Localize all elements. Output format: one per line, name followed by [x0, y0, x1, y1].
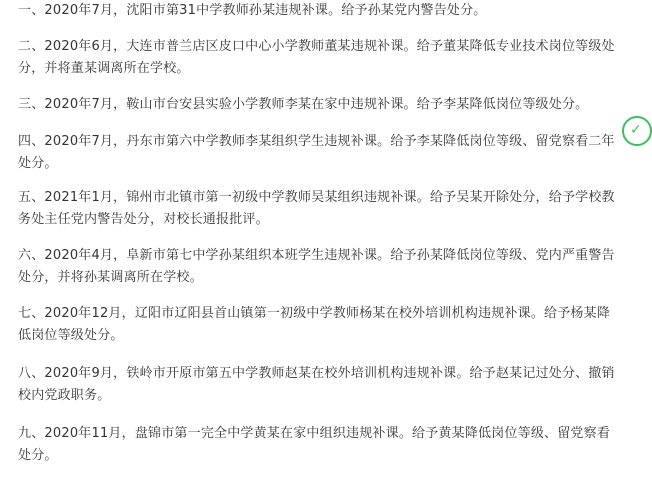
paragraph-8: 八、2020年9月，铁岭市开原市第五中学教师赵某在校外培训机构违规补课。给予赵某记过处分、撤销校内党政职务。: [18, 366, 615, 403]
paragraph-6: 六、2020年4月，阜新市第七中学孙某组织本班学生违规补课。给予孙某降低岗位等级、党内严重警告处分，并将孙某调离所在学校。: [18, 248, 615, 285]
check-circle-icon[interactable]: [622, 116, 652, 146]
check-mark-icon: ✓: [630, 122, 642, 138]
paragraph-4: 四、2020年7月，丹东市第六中学教师李某组织学生违规补课。给予李某降低岗位等级、留党察看二年处分。: [18, 134, 615, 171]
paragraph-2: 二、2020年6月，大连市普兰店区皮口中心小学教师董某违规补课。给予董某降低专业技术岗位等级处分，并将董某调离所在学校。: [18, 39, 615, 76]
paragraph-5: 五、2021年1月，锦州市北镇市第一初级中学教师吴某组织违规补课。给予吴某开除处分，给予学校教务处主任党内警告处分，对校长通报批评。: [18, 190, 615, 227]
paragraph-1: 一、2020年7月，沈阳市第31中学教师孙某违规补课。给予孙某党内警告处分。: [18, 3, 487, 18]
paragraph-7: 七、2020年12月，辽阳市辽阳县首山镇第一初级中学教师杨某在校外培训机构违规补课。给予杨某降低岗位等级处分。: [18, 306, 611, 343]
paragraph-9: 九、2020年11月，盘锦市第一完全中学黄某在家中组织违规补课。给予黄某降低岗位等级、留党察看处分。: [18, 426, 611, 463]
paragraph-3: 三、2020年7月，鞍山市台安县实验小学教师李某在家中违规补课。给予李某降低岗位等级处分。: [18, 97, 589, 112]
